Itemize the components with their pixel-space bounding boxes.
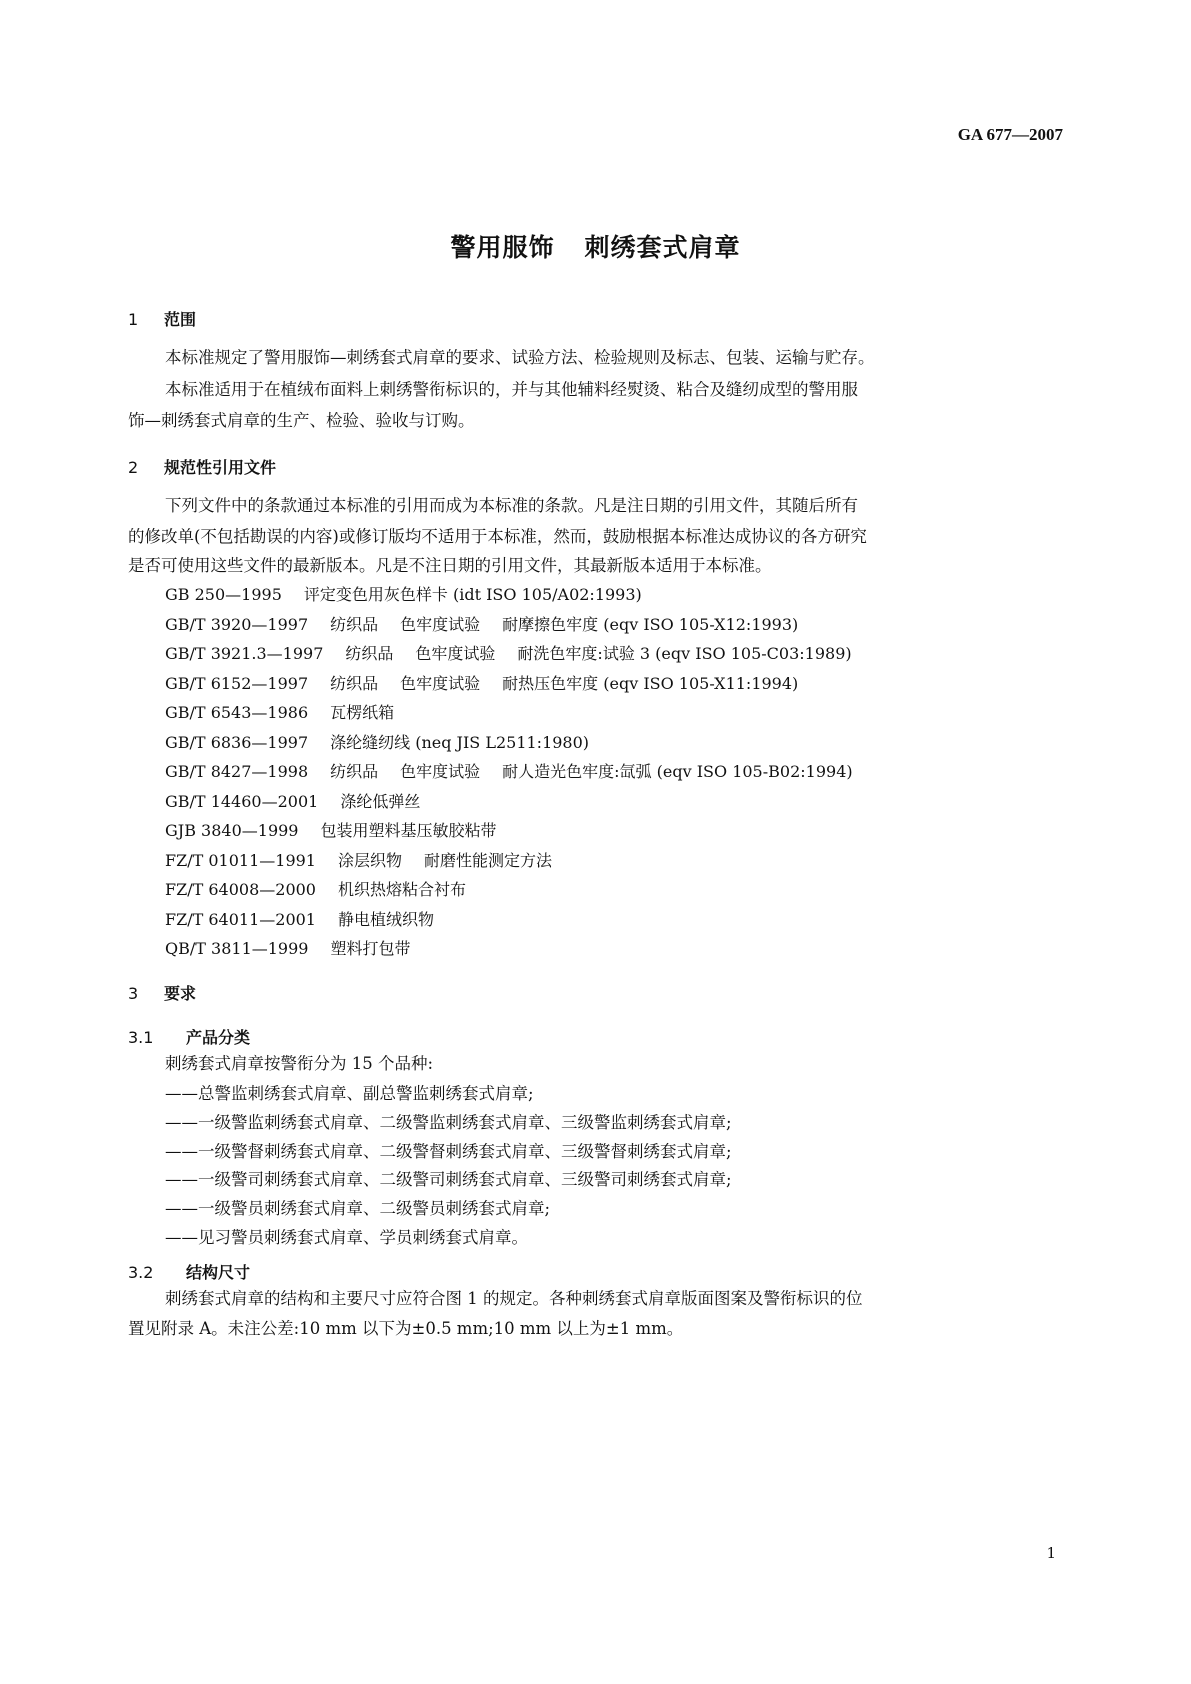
reference-code: GB/T 14460—2001 — [165, 791, 319, 811]
reference-title-part: 机织热熔粘合衬布 — [337, 880, 466, 899]
reference-title-part: 纺织品 — [330, 614, 379, 634]
reference-item — [165, 700, 416, 723]
section-1-heading — [128, 307, 196, 330]
reference-item — [165, 818, 519, 841]
list-item: ——一级警司刺绣套式肩章、二级警司刺绣套式肩章、三级警司刺绣套式肩章; — [165, 1170, 732, 1189]
subsection-3-2-heading — [128, 1260, 250, 1283]
subsection-title: 产品分类 — [186, 1028, 251, 1047]
subsection-number: 3.2 — [128, 1263, 154, 1282]
reference-code: GB/T 3921.3—1997 — [165, 644, 324, 663]
section-title: 要求 — [164, 984, 197, 1003]
section-number: 1 — [128, 310, 139, 329]
list-item: ——总警监刺绣套式肩章、副总警监刺绣套式肩章; — [165, 1084, 534, 1103]
reference-code: GB/T 8427—1998 — [165, 762, 309, 781]
reference-title-part: 色牢度试验 — [400, 673, 481, 693]
document-title — [0, 228, 1191, 264]
reference-title-part: 耐热压色牢度 (eqv ISO 105-X11:1994) — [502, 673, 799, 693]
title-part-1: 警用服饰 — [450, 233, 555, 262]
reference-code: GB/T 6152—1997 — [165, 673, 309, 693]
section-2-heading — [128, 455, 276, 478]
section-title: 规范性引用文件 — [164, 458, 277, 477]
paragraph-line: 刺绣套式肩章的结构和主要尺寸应符合图 1 的规定。各种刺绣套式肩章版面图案及警衔标识的位 — [165, 1289, 863, 1308]
reference-title-part: 评定变色用灰色样卡 (idt ISO 105/A02:1993) — [303, 585, 642, 604]
reference-title-part: 耐摩擦色牢度 (eqv ISO 105-X12:1993) — [502, 614, 799, 634]
reference-item — [165, 907, 456, 930]
section-number: 2 — [128, 458, 139, 477]
section-title: 范围 — [164, 310, 197, 329]
section-3-heading — [128, 981, 196, 1004]
reference-title-part: 纺织品 — [330, 762, 379, 781]
reference-title-part: 涂层织物 — [337, 850, 402, 870]
subsection-number: 3.1 — [128, 1028, 154, 1047]
reference-code: GB/T 6836—1997 — [165, 732, 309, 752]
standard-code: GA 677—2007 — [957, 125, 1063, 144]
subsection-title: 结构尺寸 — [186, 1263, 251, 1282]
reference-title-part: 色牢度试验 — [400, 762, 481, 781]
reference-code: FZ/T 64011—2001 — [165, 909, 316, 929]
reference-item — [165, 612, 820, 635]
list-item: ——见习警员刺绣套式肩章、学员刺绣套式肩章。 — [165, 1228, 528, 1247]
reference-code: GB 250—1995 — [165, 585, 282, 604]
reference-code: GJB 3840—1999 — [165, 821, 299, 840]
reference-title-part: 耐人造光色牢度:氙弧 (eqv ISO 105-B02:1994) — [502, 762, 853, 781]
reference-title-part: 静电植绒织物 — [337, 909, 434, 929]
reference-title-part: 色牢度试验 — [415, 644, 496, 663]
paragraph-line: 是否可使用这些文件的最新版本。凡是不注日期的引用文件，其最新版本适用于本标准。 — [128, 556, 772, 575]
reference-title-part: 耐洗色牢度:试验 3 (eqv ISO 105-C03:1989) — [517, 644, 852, 663]
reference-title-part: 瓦楞纸箱 — [330, 703, 395, 722]
list-item: ——一级警员刺绣套式肩章、二级警员刺绣套式肩章; — [165, 1199, 551, 1218]
page-number: 1 — [1046, 1544, 1056, 1562]
reference-code: FZ/T 01011—1991 — [165, 850, 316, 870]
list-line: 刺绣套式肩章按警衔分为 15 个品种: — [165, 1054, 434, 1073]
reference-title-part: 涤纶低弹丝 — [340, 791, 421, 811]
reference-item — [165, 789, 442, 812]
paragraph-line: 本标准规定了警用服饰—刺绣套式肩章的要求、试验方法、检验规则及标志、包装、运输与贮存。 — [165, 348, 875, 367]
reference-title-part: 纺织品 — [345, 644, 394, 663]
list-item: ——一级警监刺绣套式肩章、二级警监刺绣套式肩章、三级警监刺绣套式肩章; — [165, 1113, 732, 1132]
paragraph-line: 的修改单(不包括勘误的内容)或修订版均不适用于本标准，然而，鼓励根据本标准达成协议的各方研究 — [128, 527, 867, 546]
reference-item — [165, 936, 432, 959]
paragraph-line: 下列文件中的条款通过本标准的引用而成为本标准的条款。凡是注日期的引用文件，其随后所有 — [165, 496, 858, 515]
reference-code: GB/T 3920—1997 — [165, 614, 309, 634]
reference-code: QB/T 3811—1999 — [165, 939, 309, 958]
reference-title-part: 涤纶缝纫线 (neq JIS L2511:1980) — [330, 732, 590, 752]
paragraph-line: 饰—刺绣套式肩章的生产、检验、验收与订购。 — [128, 411, 475, 430]
reference-title-part: 耐磨性能测定方法 — [424, 850, 553, 870]
reference-item — [165, 671, 820, 694]
subsection-3-1-heading — [128, 1025, 250, 1048]
reference-item — [165, 641, 874, 664]
reference-item — [165, 877, 488, 900]
reference-code: GB/T 6543—1986 — [165, 703, 309, 722]
reference-code: FZ/T 64008—2000 — [165, 880, 316, 899]
title-part-2: 刺绣套式肩章 — [584, 233, 741, 262]
section-number: 3 — [128, 984, 139, 1003]
reference-title-part: 色牢度试验 — [400, 614, 481, 634]
reference-title-part: 塑料打包带 — [330, 939, 411, 958]
list-item: ——一级警督刺绣套式肩章、二级警督刺绣套式肩章、三级警督刺绣套式肩章; — [165, 1142, 732, 1161]
reference-item — [165, 730, 611, 753]
paragraph-line: 本标准适用于在植绒布面料上刺绣警衔标识的，并与其他辅料经熨烫、粘合及缝纫成型的警用服 — [165, 380, 858, 399]
paragraph-line: 置见附录 A。未注公差:10 mm 以下为±0.5 mm;10 mm 以上为±1 mm。 — [128, 1319, 684, 1338]
reference-item — [165, 759, 875, 782]
reference-item — [165, 848, 574, 871]
reference-title-part: 纺织品 — [330, 673, 379, 693]
reference-title-part: 包装用塑料基压敏胶粘带 — [320, 821, 497, 840]
reference-item — [165, 582, 664, 605]
